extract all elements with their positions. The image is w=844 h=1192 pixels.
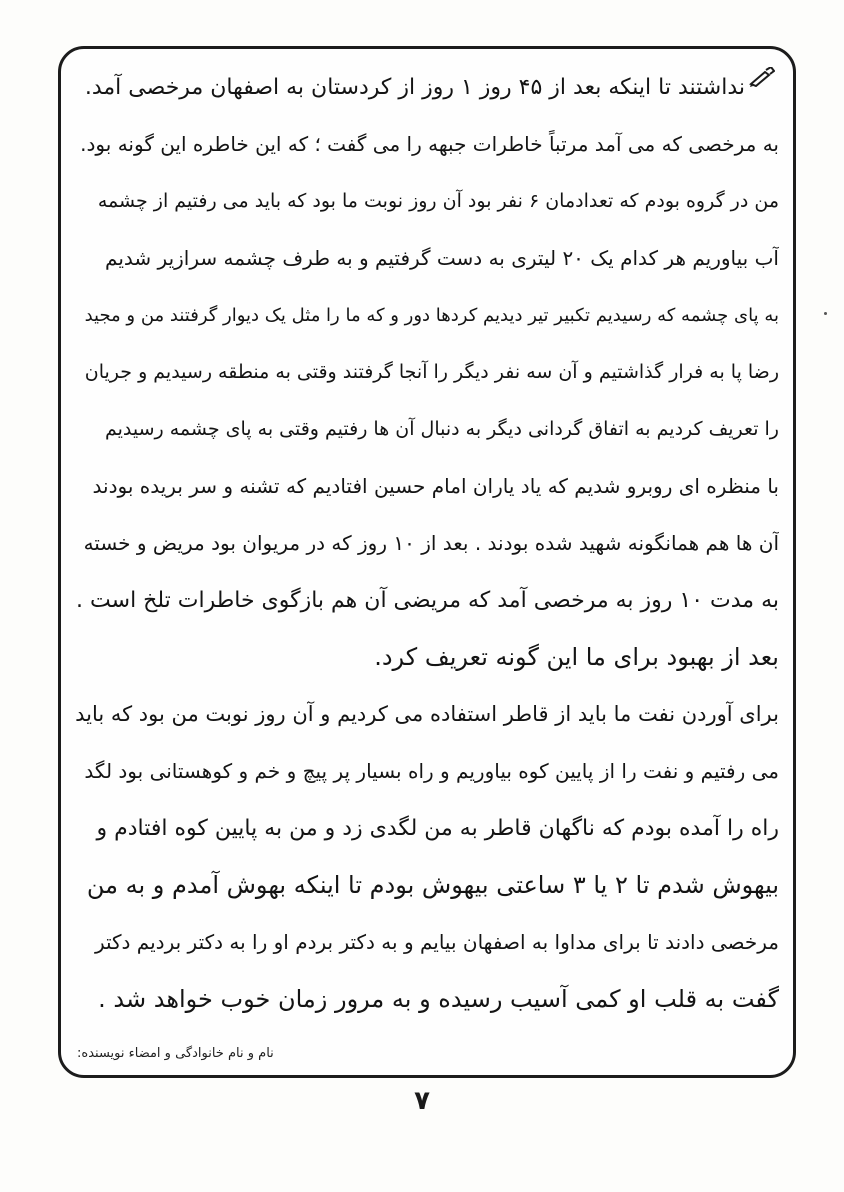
text-line: گفت به قلب او کمی آسیب رسیده و به مرور زمان خوب خواهد شد .: [98, 985, 779, 1013]
text-line: با منظره ای روبرو شدیم که یاد یاران امام حسین افتادیم که تشنه و سر بریده بودند: [92, 474, 779, 498]
text-line: را تعریف کردیم به اتفاق گردانی دیگر به دنبال آن ها رفتیم وقتی به پای چشمه رسیدیم: [104, 418, 779, 440]
text-line: می رفتیم و نفت را از پایین کوه بیاوریم و راه بسیار پر پیچ و خم و کوهستانی بود لگد: [84, 759, 779, 783]
text-line: برای آوردن نفت ما باید از قاطر استفاده می کردیم و آن روز نوبت من بود که باید: [75, 702, 779, 726]
text-line: نداشتند تا اینکه بعد از ۴۵ روز ۱ روز از کردستان به اصفهان مرخصی آمد.: [84, 75, 745, 100]
text-line: مرخصی دادند تا برای مداوا به اصفهان بیایم و به دکتر بردم او را به دکتر بردیم دکتر: [94, 930, 779, 954]
text-line: آب بیاوریم هر کدام یک ۲۰ لیتری به دست گرفتیم و به طرف چشمه سرازیر شدیم: [105, 246, 779, 270]
text-line: به مرخصی که می آمد مرتباً خاطرات جبهه را می گفت ؛ که این خاطره این گونه بود.: [80, 132, 779, 156]
text-line: به پای چشمه که رسیدیم تکبیر تیر دیدیم کردها دور و که ما را مثل یک دیوار گرفتند من و مجید: [84, 305, 779, 326]
text-line: آن ها هم همانگونه شهید شده بودند . بعد از ۱۰ روز که در مریوان بود مریض و خسته: [83, 531, 779, 555]
text-line: بیهوش شدم تا ۲ یا ۳ ساعتی بیهوش بودم تا اینکه بهوش آمدم و به من: [86, 871, 779, 899]
page-number: ۷: [414, 1086, 430, 1116]
text-line: راه را آمده بودم که ناگهان قاطر به من لگدی زد و من به پایین کوه افتادم و: [96, 816, 779, 841]
handwritten-body: [75, 59, 779, 1028]
scan-speck: [824, 312, 827, 315]
text-line: من در گروه بودم که تعدادمان ۶ نفر بود آن روز نوبت ما بود که باید می رفتیم از چشمه: [97, 190, 779, 212]
signature-label: نام و نام خانوادگی و امضاء نویسنده:: [77, 1046, 274, 1061]
content-frame: [58, 46, 796, 1078]
text-line: رضا پا به فرار گذاشتیم و آن سه نفر دیگر را آنجا گرفتند وقتی به منطقه رسیدیم و جریان: [84, 361, 779, 383]
text-line: بعد از بهبود برای ما این گونه تعریف کرد.: [374, 643, 779, 671]
text-line: به مدت ۱۰ روز به مرخصی آمد که مریضی آن هم بازگوی خاطرات تلخ است .: [76, 588, 779, 613]
